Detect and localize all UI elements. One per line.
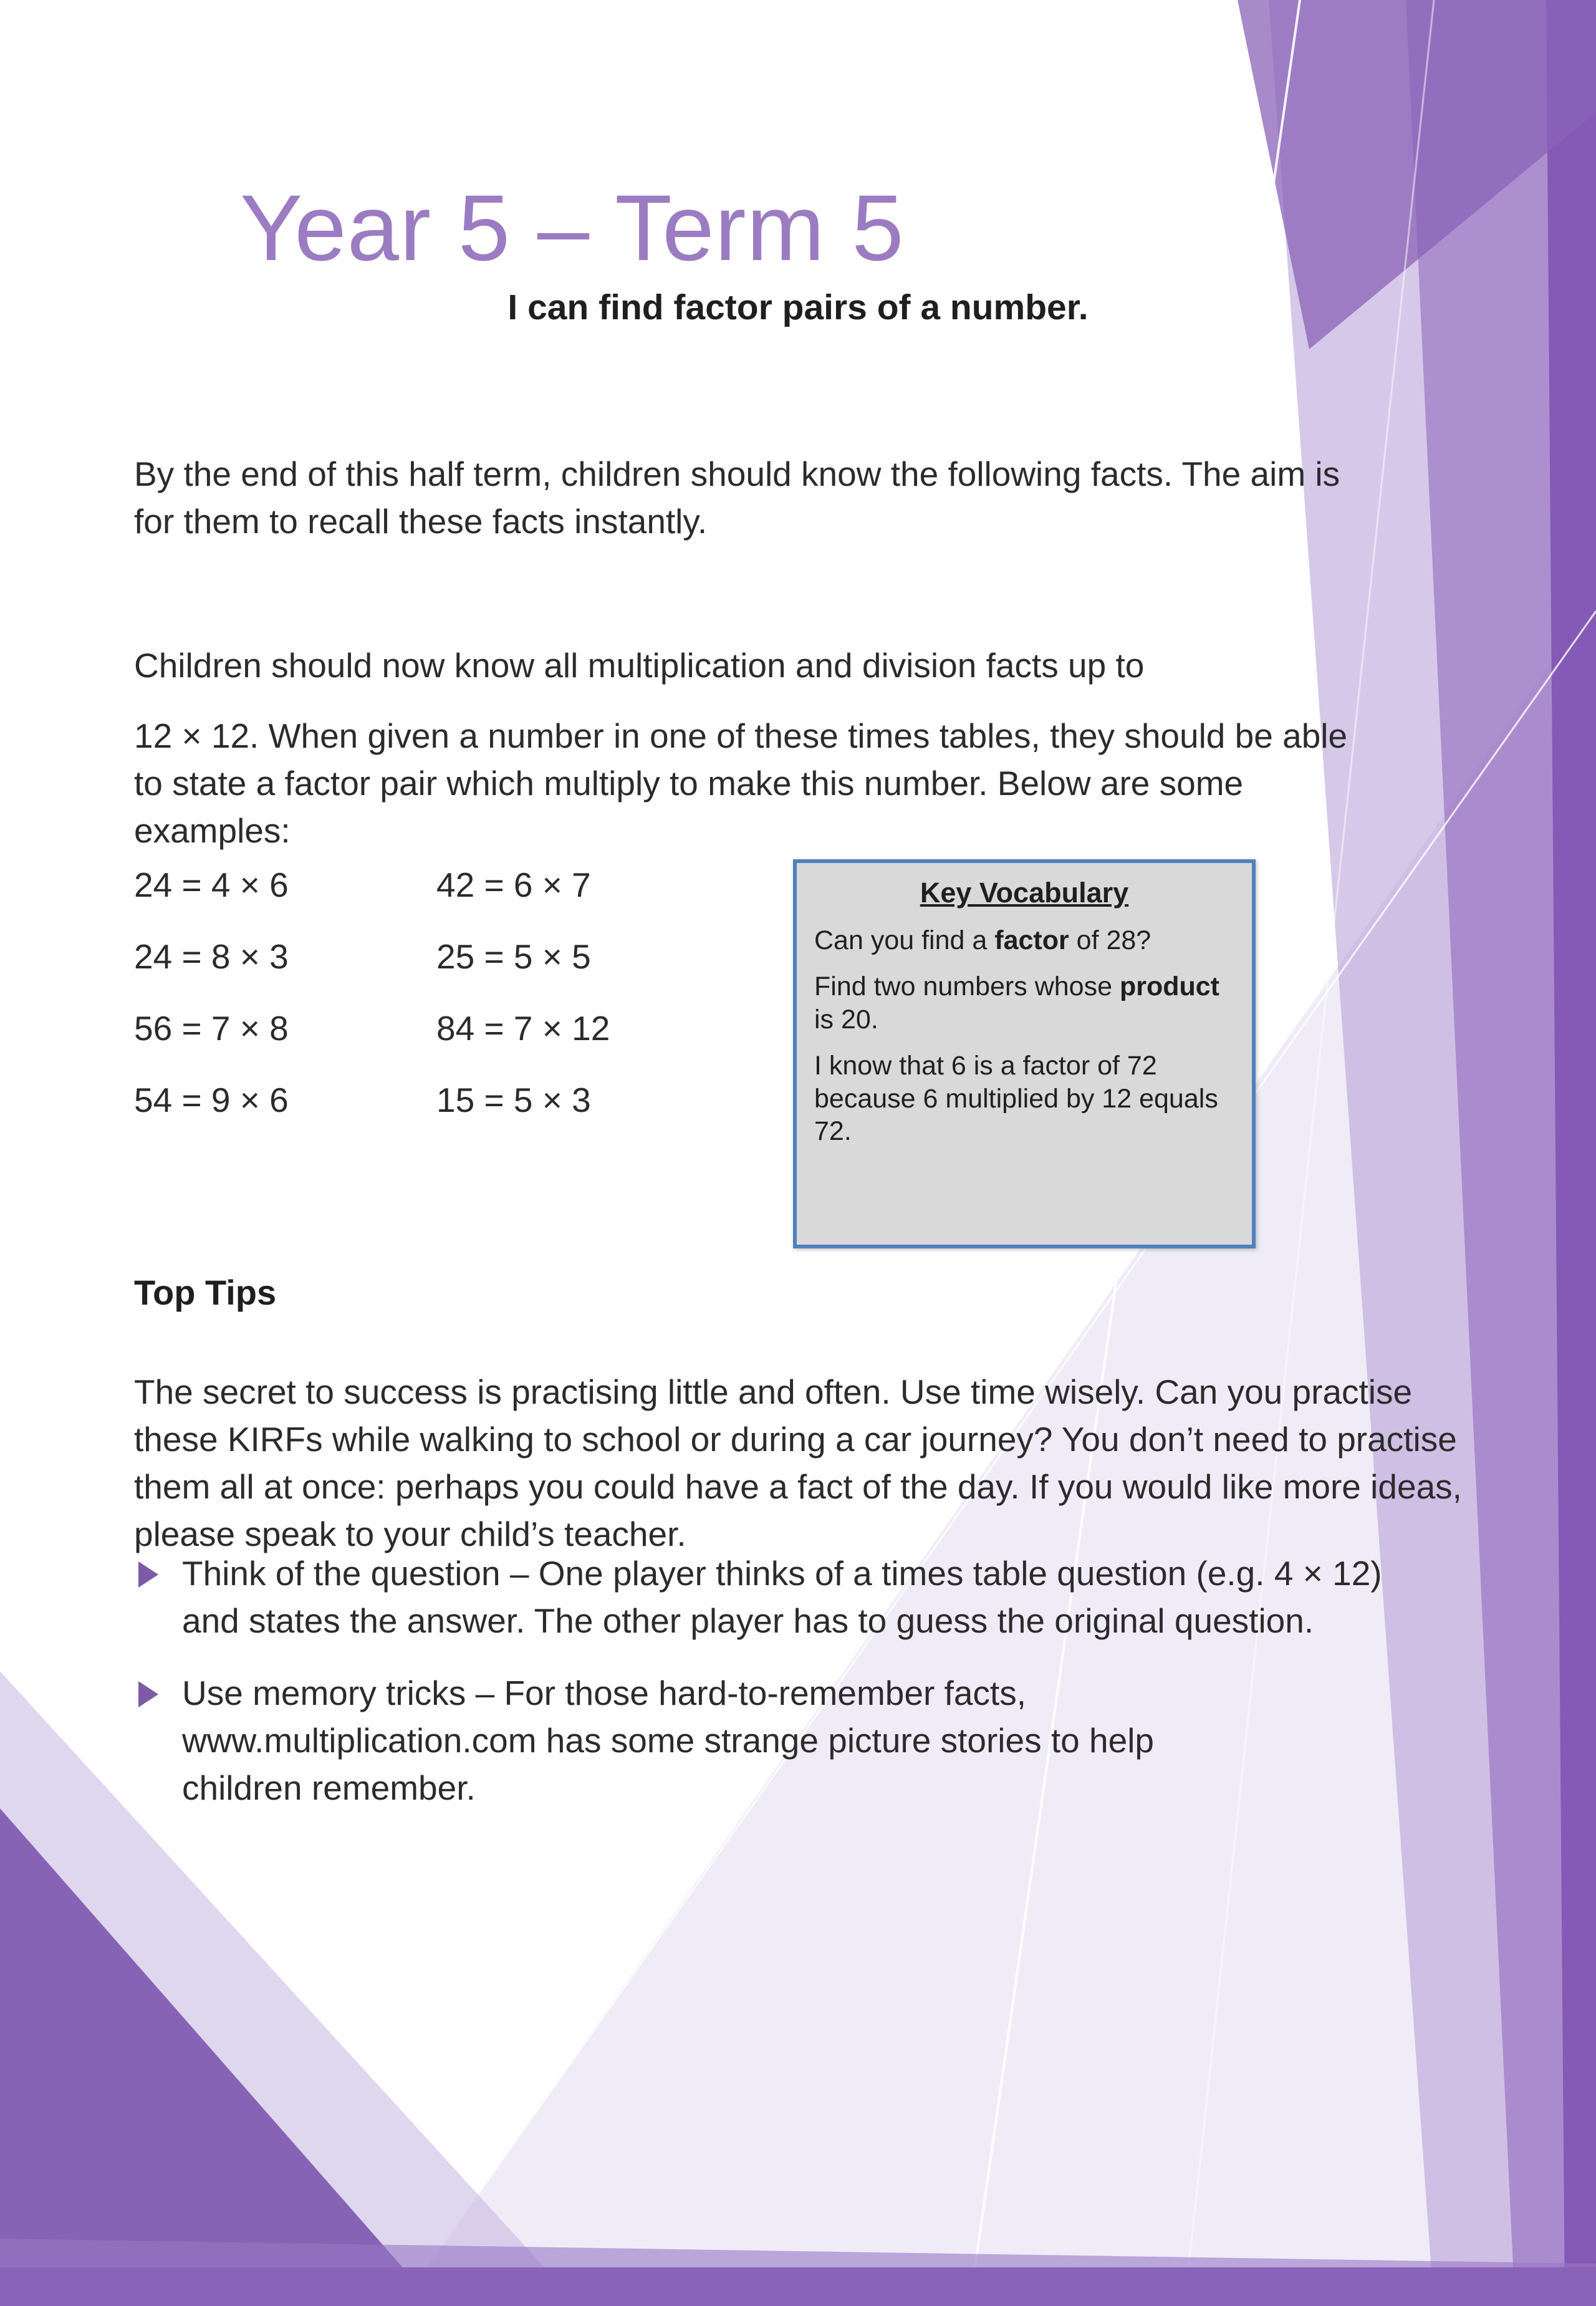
key-vocabulary-title: Key Vocabulary (920, 877, 1129, 909)
intro-paragraph-1: By the end of this half term, children should know the following facts. The aim is for them to recall these facts instantly. (134, 455, 1340, 541)
top-tips-heading: Top Tips (134, 1273, 277, 1312)
tips-bullet-list (138, 1550, 1497, 1836)
vocab-bold-term: factor (994, 925, 1069, 955)
equation: 84 = 7 × 12 (436, 1009, 610, 1048)
equation: 42 = 6 × 7 (436, 866, 591, 904)
intro-paragraph-2: Children should now know all multiplication and division facts up to (134, 646, 1145, 685)
equation: 24 = 4 × 6 (134, 866, 289, 904)
bullet-arrow-icon (138, 1561, 158, 1588)
vocab-line-factor (814, 924, 1234, 957)
list-item (138, 1550, 1497, 1645)
vocab-line-product (814, 970, 1234, 1036)
top-tips-body: The secret to success is practising little and often. Use time wisely. Can you practise these KIRFs while walking to school or during a car journey? You don’t need to practise them all at once: perhaps you could have a fact of the day. If you would like more ideas, please speak to your child’s teacher. (134, 1373, 1462, 1553)
vocab-text: of 28? (1069, 925, 1151, 955)
page-subtitle: I can find factor pairs of a number. (507, 287, 1089, 327)
equation: 24 = 8 × 3 (134, 937, 289, 976)
key-vocabulary-box (793, 859, 1256, 1248)
example-equations-column-2 (436, 849, 610, 1136)
page-title: Year 5 – Term 5 (240, 175, 905, 280)
intro-paragraph-3: 12 × 12. When given a number in one of these times tables, they should be able to state a factor pair which multiply to make this number. Below are some examples: (134, 716, 1348, 850)
equation: 25 = 5 × 5 (436, 937, 591, 976)
bullet-text: Use memory tricks – For those hard-to-remember facts, www.multiplication.com has some strange picture stories to help children remember. (182, 1673, 1155, 1807)
equation: 56 = 7 × 8 (134, 1009, 289, 1048)
equation: 15 = 5 × 3 (436, 1081, 591, 1119)
list-item (138, 1670, 1497, 1812)
vocab-text: Can you find a (814, 925, 995, 955)
equation: 54 = 9 × 6 (134, 1081, 289, 1119)
vocab-text: Find two numbers whose (814, 972, 1120, 1002)
example-equations-column-1 (134, 849, 289, 1136)
vocab-line-example: I know that 6 is a factor of 72 because 6 multiplied by 12 equals 72. (814, 1051, 1218, 1147)
vocab-bold-term: product (1119, 972, 1219, 1002)
vocab-text: is 20. (814, 1004, 878, 1035)
bullet-arrow-icon (138, 1681, 158, 1707)
bullet-text: Think of the question – One player thinks of a times table question (e.g. 4 × 12) and states the answer. The other player has to guess the original question. (182, 1554, 1382, 1640)
